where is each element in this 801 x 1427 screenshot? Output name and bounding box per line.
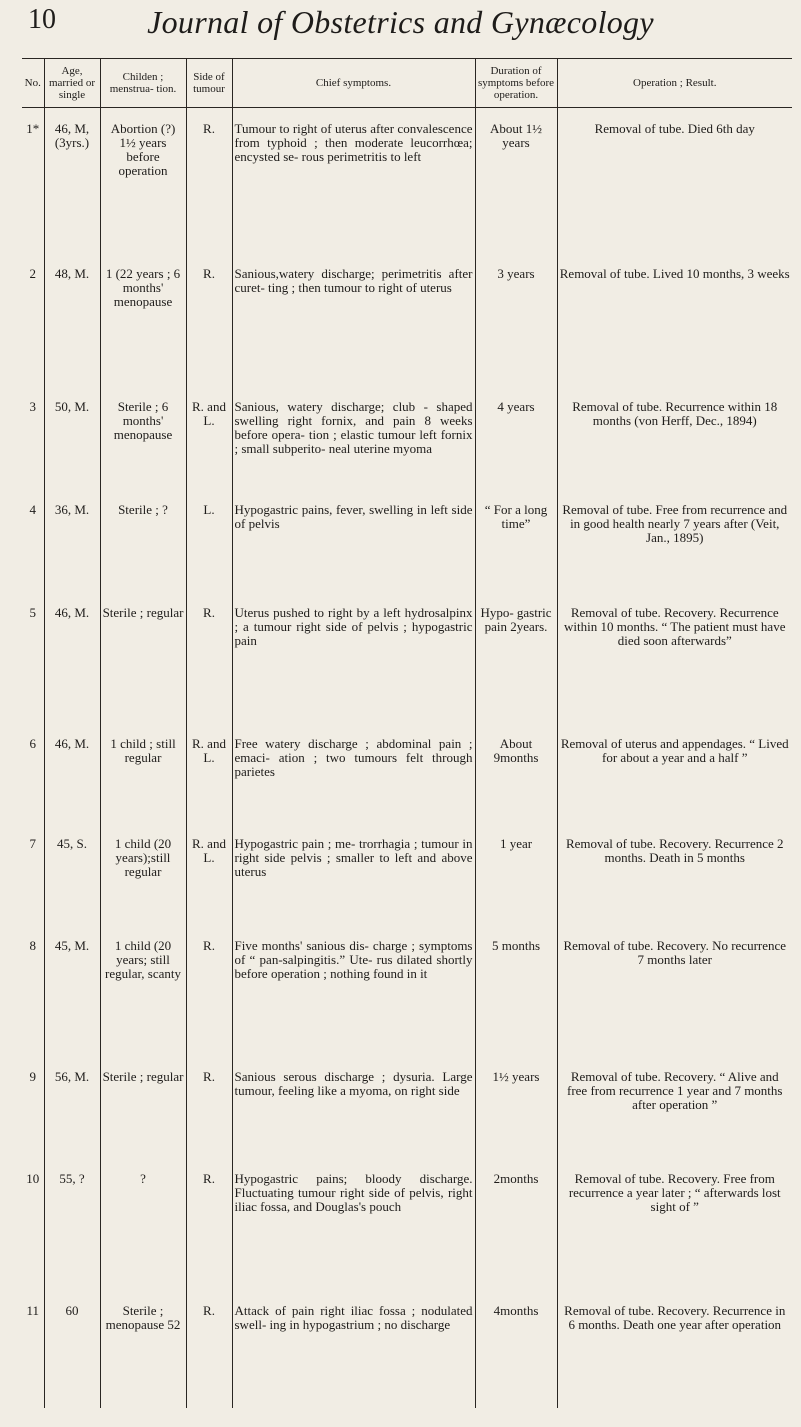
case-number: 5: [29, 606, 36, 620]
case-number: 6: [29, 737, 36, 751]
duration: 1½ years: [475, 1070, 557, 1172]
duration: “ For a long time”: [475, 503, 557, 606]
age-status: 45, S.: [44, 837, 100, 939]
chief-symptoms: Hypogastric pains; bloody discharge. Fluctuating tumour right side of pelvis, right iliac fossa, and Douglas's pouch: [232, 1172, 475, 1304]
header-row: [22, 59, 792, 108]
tumour-side: R. and L.: [186, 837, 232, 939]
table-row: [22, 267, 792, 400]
tumour-side: R. and L.: [186, 400, 232, 503]
duration: About 9months: [475, 737, 557, 837]
chief-symptoms: Attack of pain right iliac fossa ; nodulated swell- ing in hypogastrium ; no discharge: [232, 1304, 475, 1408]
header-duration: Duration of symptoms before operation.: [475, 59, 557, 108]
children-menstruation: Sterile ; 6 months' menopause: [100, 400, 186, 503]
children-menstruation: ?: [100, 1172, 186, 1304]
operation-result: Removal of tube. Lived 10 months, 3 weeks: [557, 267, 792, 400]
children-menstruation: Sterile ; ?: [100, 503, 186, 606]
chief-symptoms: Sanious serous discharge ; dysuria. Large tumour, feeling like a myoma, on right side: [232, 1070, 475, 1172]
age-status: 55, ?: [44, 1172, 100, 1304]
children-menstruation: Abortion (?) 1½ years before operation: [100, 108, 186, 268]
tumour-side: R.: [186, 267, 232, 400]
children-menstruation: Sterile ; regular: [100, 606, 186, 737]
duration: 1 year: [475, 837, 557, 939]
table-row: [22, 400, 792, 503]
chief-symptoms: Tumour to right of uterus after convalescence from typhoid ; then moderate leucorrhœa; encysted se- rous perimetritis to left: [232, 108, 475, 268]
tumour-side: R.: [186, 1070, 232, 1172]
age-status: 36, M.: [44, 503, 100, 606]
age-status: 46, M.: [44, 606, 100, 737]
operation-result: Removal of tube. Recovery. No recurrence 7 months later: [557, 939, 792, 1070]
duration: 5 months: [475, 939, 557, 1070]
chief-symptoms: Sanious,watery discharge; perimetritis after curet- ting ; then tumour to right of uterus: [232, 267, 475, 400]
case-number: 10: [26, 1172, 40, 1186]
table-row: [22, 1304, 792, 1408]
running-head: Journal of Obstetrics and Gynæcology: [147, 4, 654, 40]
case-number: 8: [29, 939, 36, 953]
case-number: 11: [26, 1304, 40, 1318]
header-children: Childen ; menstrua- tion.: [100, 59, 186, 108]
operation-result: Removal of tube. Recovery. Recurrence 2 months. Death in 5 months: [557, 837, 792, 939]
operation-result: Removal of tube. Recovery. “ Alive and free from recurrence 1 year and 7 months after operation ”: [557, 1070, 792, 1172]
tumour-side: R.: [186, 108, 232, 268]
age-status: 46, M, (3yrs.): [44, 108, 100, 268]
duration: Hypo- gastric pain 2years.: [475, 606, 557, 737]
table-row: [22, 737, 792, 837]
children-menstruation: Sterile ; menopause 52: [100, 1304, 186, 1408]
table-row: [22, 108, 792, 268]
table-row: [22, 1070, 792, 1172]
duration: 2months: [475, 1172, 557, 1304]
tumour-side: R.: [186, 939, 232, 1070]
operation-result: Removal of tube. Recurrence within 18 months (von Herff, Dec., 1894): [557, 400, 792, 503]
case-number: 9: [29, 1070, 36, 1084]
table-row: [22, 939, 792, 1070]
duration: 4months: [475, 1304, 557, 1408]
operation-result: Removal of tube. Died 6th day: [557, 108, 792, 268]
chief-symptoms: Uterus pushed to right by a left hydrosalpinx ; a tumour right side of pelvis ; hypogastric pain: [232, 606, 475, 737]
tumour-side: R. and L.: [186, 737, 232, 837]
case-number: 4: [29, 503, 36, 517]
children-menstruation: 1 child (20 years);still regular: [100, 837, 186, 939]
age-status: 48, M.: [44, 267, 100, 400]
age-status: 45, M.: [44, 939, 100, 1070]
children-menstruation: 1 child (20 years; still regular, scanty: [100, 939, 186, 1070]
tumour-side: R.: [186, 606, 232, 737]
chief-symptoms: Hypogastric pain ; me- trorrhagia ; tumour in right side pelvis ; smaller to left and above uterus: [232, 837, 475, 939]
operation-result: Removal of uterus and appendages. “ Lived for about a year and a half ”: [557, 737, 792, 837]
table-row: [22, 606, 792, 737]
case-number: 1*: [26, 121, 40, 136]
chief-symptoms: Five months' sanious dis- charge ; symptoms of “ pan-salpingitis.” Ute- rus dilated shortly before operation ; nothing found in it: [232, 939, 475, 1070]
case-number: 3: [29, 400, 36, 414]
operation-result: Removal of tube. Recovery. Recurrence within 10 months. “ The patient must have died soon afterwards”: [557, 606, 792, 737]
case-table: [22, 58, 792, 1408]
age-status: 60: [44, 1304, 100, 1408]
chief-symptoms: Hypogastric pains, fever, swelling in left side of pelvis: [232, 503, 475, 606]
age-status: 56, M.: [44, 1070, 100, 1172]
children-menstruation: Sterile ; regular: [100, 1070, 186, 1172]
operation-result: Removal of tube. Free from recurrence and in good health nearly 7 years after (Veit, Jan., 1895): [557, 503, 792, 606]
duration: 3 years: [475, 267, 557, 400]
header-age: Age, married or single: [44, 59, 100, 108]
case-number: 2: [29, 267, 36, 281]
header-symptoms: Chief symptoms.: [232, 59, 475, 108]
operation-result: Removal of tube. Recovery. Free from recurrence a year later ; “ afterwards lost sight of ”: [557, 1172, 792, 1304]
tumour-side: R.: [186, 1304, 232, 1408]
case-number: 7: [29, 837, 36, 851]
chief-symptoms: Free watery discharge ; abdominal pain ; emaci- ation ; two tumours felt through parietes: [232, 737, 475, 837]
chief-symptoms: Sanious, watery discharge; club - shaped swelling right fornix, and pain 8 weeks before opera- tion ; elastic tumour left fornix ; small subperito- neal uterine myoma: [232, 400, 475, 503]
table-row: [22, 503, 792, 606]
tumour-side: R.: [186, 1172, 232, 1304]
age-status: 50, M.: [44, 400, 100, 503]
header-no: No.: [22, 59, 44, 108]
operation-result: Removal of tube. Recovery. Recurrence in 6 months. Death one year after operation: [557, 1304, 792, 1408]
children-menstruation: 1 (22 years ; 6 months' menopause: [100, 267, 186, 400]
page-number: 10: [28, 4, 56, 35]
tumour-side: L.: [186, 503, 232, 606]
table-row: [22, 1172, 792, 1304]
header-operation: Operation ; Result.: [557, 59, 792, 108]
children-menstruation: 1 child ; still regular: [100, 737, 186, 837]
age-status: 46, M.: [44, 737, 100, 837]
table-row: [22, 837, 792, 939]
duration: 4 years: [475, 400, 557, 503]
header-side: Side of tumour: [186, 59, 232, 108]
duration: About 1½ years: [475, 108, 557, 268]
